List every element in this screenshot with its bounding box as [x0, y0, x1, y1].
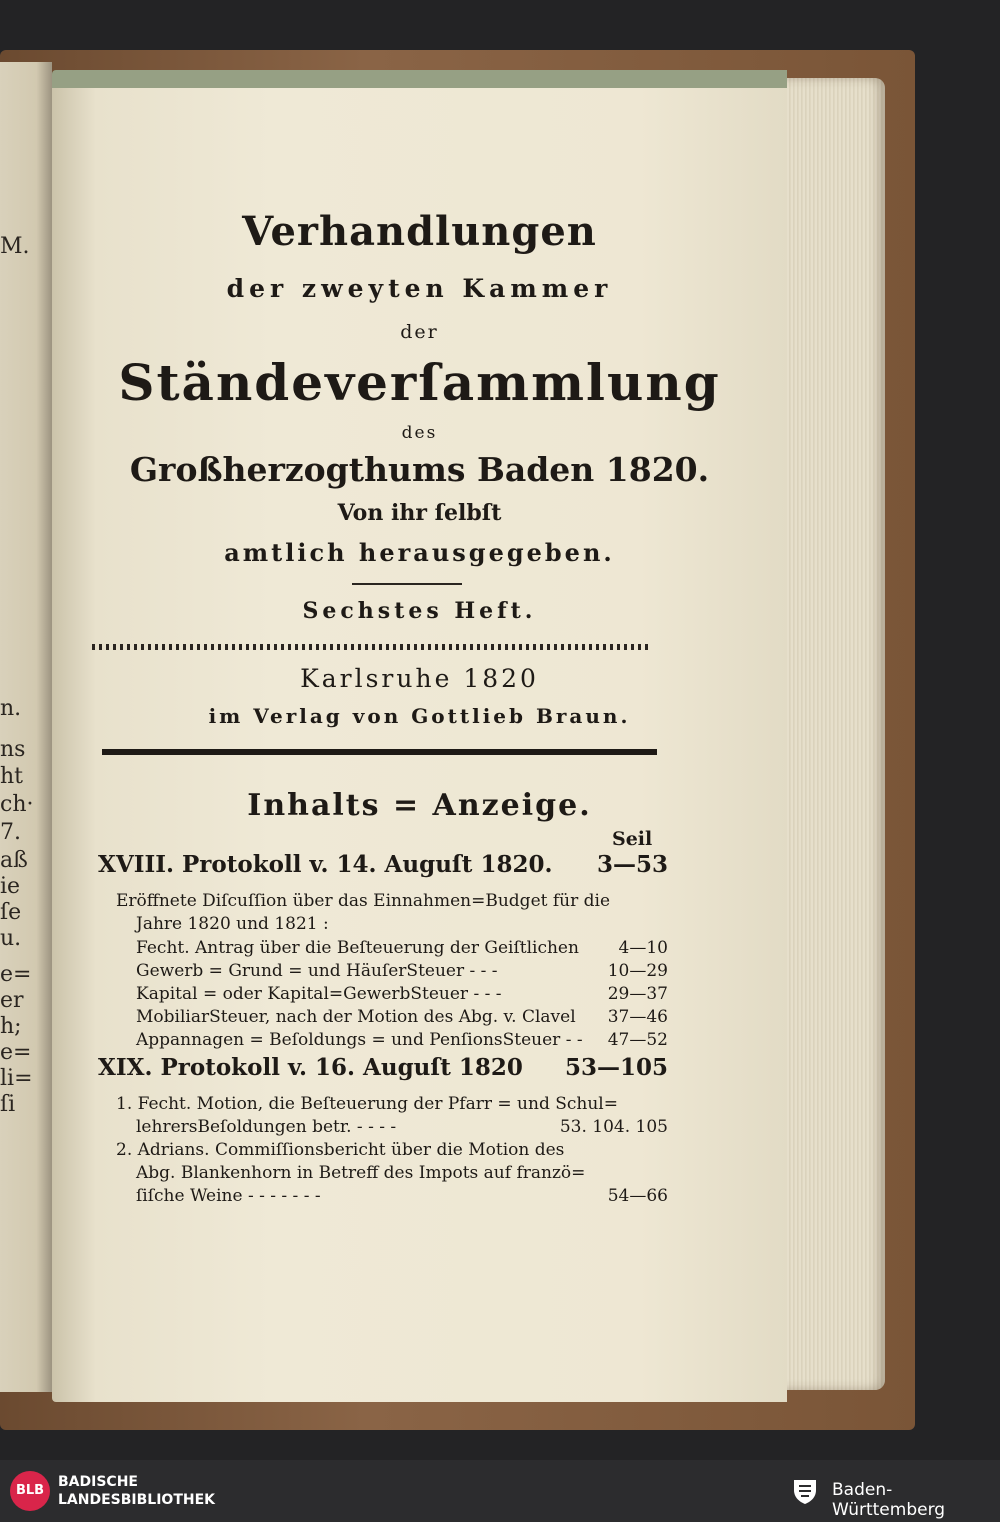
title-line-4: Ständeverſammlung — [118, 353, 721, 412]
entry-pages: 4—10 — [618, 938, 668, 958]
left-page-edge — [0, 62, 52, 1392]
left-fragment: ns — [0, 737, 26, 762]
left-fragment: h; — [0, 1014, 22, 1039]
imprint-place: Karlsruhe 1820 — [300, 664, 539, 693]
left-fragment: M. — [0, 234, 30, 259]
contents-heading: Inhalts = Anzeige. — [247, 788, 592, 823]
left-fragment: aß — [0, 848, 28, 873]
left-fragment: ch· — [0, 792, 34, 817]
entry-text: Eröffnete Diſcuſſion über das Einnahmen=Budget für die — [116, 891, 611, 911]
entry-text: Appannagen = Beſoldungs = und PenſionsSteuer - - — [136, 1030, 583, 1050]
title-line-1: Verhandlungen — [242, 208, 597, 255]
volume-label: Sechstes Heft. — [302, 598, 537, 624]
title-line-3: der — [400, 321, 439, 343]
entry-pages: 54—66 — [607, 1186, 668, 1206]
title-line-7: Von ihr ſelbſt — [337, 500, 502, 526]
left-fragment: er — [0, 988, 24, 1013]
left-fragment: n. — [0, 696, 22, 721]
entry-pages: 10—29 — [607, 961, 668, 981]
entry-text: 1. Fecht. Motion, die Beſteuerung der Pfarr = und Schul= — [116, 1094, 618, 1114]
entry-text: Abg. Blankenhorn in Betreff des Impots auf franzö= — [136, 1163, 586, 1183]
left-fragment: ie — [0, 874, 21, 899]
library-name — [58, 1473, 215, 1509]
coat-of-arms-icon — [790, 1476, 820, 1506]
entry-text: Gewerb = Grund = und HäuſerSteuer - - - — [136, 961, 498, 981]
entry-text: ſiſche Weine - - - - - - - — [136, 1186, 321, 1206]
left-fragment: li= — [0, 1066, 33, 1091]
page-column-label: Seil — [612, 828, 653, 850]
entry-pages: 47—52 — [607, 1030, 668, 1050]
entry-pages: 53. 104. 105 — [559, 1117, 668, 1137]
entry-pages: 37—46 — [607, 1007, 668, 1027]
library-name-line-2: LANDESBIBLIOTHEK — [58, 1492, 216, 1508]
entry-text: Kapital = oder Kapital=GewerbSteuer - - - — [136, 984, 502, 1004]
footer-bar — [0, 1460, 1000, 1522]
entry-text: Jahre 1820 und 1821 : — [136, 914, 329, 934]
ornamental-divider — [92, 644, 652, 650]
entry-pages: 53—105 — [564, 1054, 668, 1081]
imprint-publisher: im Verlag von Gottlieb Braun. — [208, 704, 631, 728]
title-line-8: amtlich herausgegeben. — [224, 538, 615, 567]
state-name[interactable]: Baden-Württemberg — [832, 1480, 946, 1520]
entry-text: MobiliarSteuer, nach der Motion des Abg. v. Clavel — [136, 1007, 576, 1027]
entry-text: lehrersBeſoldungen betr. - - - - — [136, 1117, 397, 1137]
left-fragment: e= — [0, 962, 32, 987]
title-line-6: Großherzogthums Baden 1820. — [129, 450, 710, 489]
thick-divider — [102, 749, 657, 755]
library-name-line-1: BADISCHE — [58, 1474, 138, 1490]
entry-pages: 29—37 — [607, 984, 668, 1004]
page-stack-edges — [775, 78, 885, 1390]
entry-text: 2. Adrians. Commiſſionsbericht über die Motion des — [116, 1140, 565, 1160]
entry-text: XIX. Protokoll v. 16. Auguſt 1820 — [98, 1054, 523, 1081]
left-fragment: u. — [0, 926, 22, 951]
left-fragment: ſe — [0, 900, 22, 925]
left-fragment: e= — [0, 1040, 32, 1065]
title-page — [52, 70, 787, 1402]
entry-text: XVIII. Protokoll v. 14. Auguſt 1820. — [98, 851, 553, 878]
entry-pages: 3—53 — [596, 851, 668, 878]
left-fragment: 7. — [0, 820, 21, 845]
title-line-5: des — [401, 423, 438, 443]
left-fragment: ht — [0, 764, 24, 789]
divider — [352, 583, 462, 585]
entry-text: Fecht. Antrag über die Beſteuerung der Geiſtlichen — [136, 938, 579, 958]
blb-logo[interactable]: BLB — [10, 1471, 50, 1511]
title-line-2: der zweyten Kammer — [226, 274, 613, 303]
left-fragment: ſi — [0, 1092, 16, 1117]
